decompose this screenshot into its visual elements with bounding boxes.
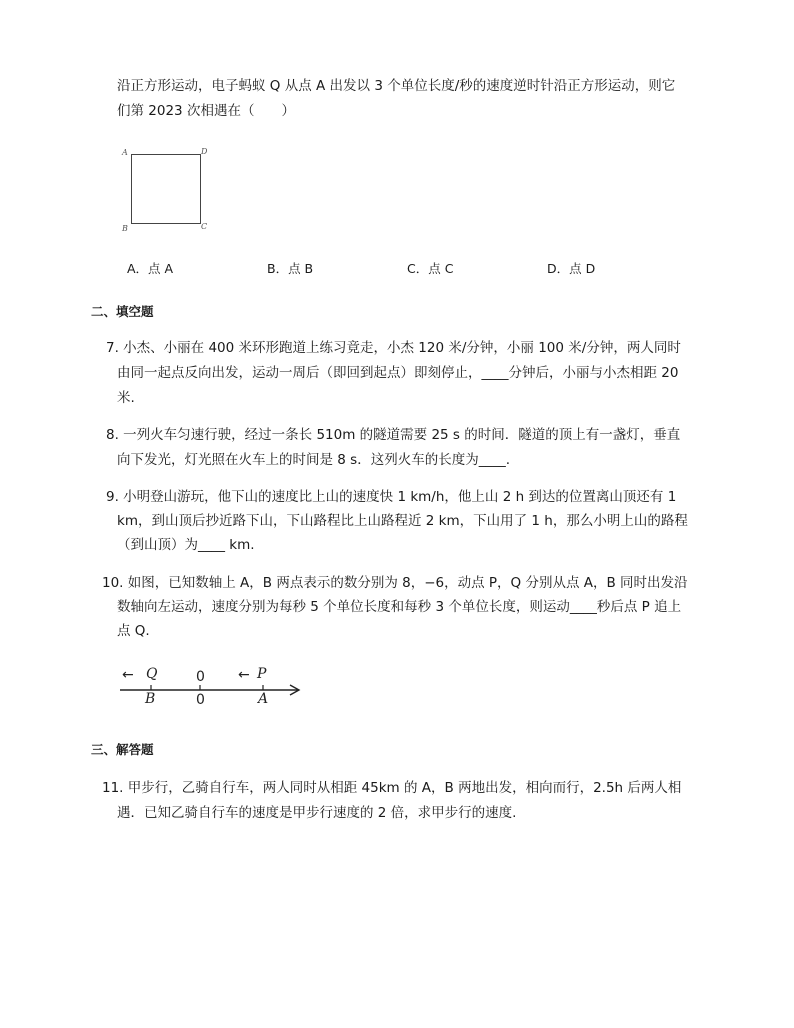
q10-line3: 点 Q. (117, 623, 150, 639)
q11-line1: 11. 甲步行，乙骑自行车，两人同时从相距 45km 的 A，B 两地出发，相向而行，2.5h 后两人相 (102, 780, 682, 796)
label-p: P (257, 666, 267, 682)
square-label-b: B (122, 224, 128, 233)
option-b: B．点 B (267, 261, 314, 276)
label-q: Q (146, 666, 158, 682)
label-zero-top: 0 (196, 669, 205, 685)
label-zero-bottom: 0 (196, 692, 205, 708)
option-c: C．点 C (407, 261, 454, 276)
q10-line1: 10. 如图，已知数轴上 A，B 两点表示的数分别为 8，−6，动点 P，Q 分别从点 A，B 同时出发沿 (102, 575, 688, 591)
arrow-left-p-icon: ← (238, 667, 250, 683)
q11-line2: 遇．已知乙骑自行车的速度是甲步行速度的 2 倍，求甲步行的速度. (117, 805, 517, 821)
q6-line2: 们第 2023 次相遇在（ ） (117, 103, 295, 119)
square (131, 154, 201, 224)
number-line-figure (118, 664, 308, 710)
q10-line2: 数轴向左运动，速度分别为每秒 5 个单位长度和每秒 3 个单位长度，则运动____秒后点 P 追上 (117, 599, 682, 615)
q9-line2: km，到山顶后抄近路下山，下山路程比上山路程近 2 km，下山用了 1 h，那么小明上山的路程 (117, 513, 688, 529)
option-a: A．点 A (127, 261, 174, 276)
arrow-left-q-icon: ← (122, 667, 134, 683)
q8-line2: 向下发光，灯光照在火车上的时间是 8 s．这列火车的长度为____. (117, 452, 510, 468)
square-label-c: C (201, 222, 208, 231)
option-d: D．点 D (547, 261, 596, 276)
square-figure (122, 144, 212, 234)
q6-line1: 沿正方形运动，电子蚂蚁 Q 从点 A 出发以 3 个单位长度/秒的速度逆时针沿正方形运动，则它 (117, 78, 676, 94)
q9-line3: （到山顶）为____ km. (117, 537, 255, 553)
square-label-d: D (201, 147, 208, 156)
q8-line1: 8. 一列火车匀速行驶，经过一条长 510m 的隧道需要 25 s 的时间．隧道的顶上有一盏灯，垂直 (106, 427, 681, 443)
q7-line3: 米. (117, 390, 135, 406)
label-b: B (145, 691, 156, 707)
q9-line1: 9. 小明登山游玩，他下山的速度比上山的速度快 1 km/h，他上山 2 h 到达的位置离山顶还有 1 (106, 489, 677, 505)
q7-line1: 7. 小杰、小丽在 400 米环形跑道上练习竟走，小杰 120 米/分钟，小丽 100 米/分钟，两人同时 (106, 340, 681, 356)
label-a: A (258, 691, 269, 707)
square-label-a: A (122, 148, 128, 157)
section-heading-fill-blank: 二、填空题 (91, 304, 154, 319)
section-heading-solve: 三、解答题 (91, 742, 154, 757)
q7-line2: 由同一起点反向出发，运动一周后（即回到起点）即刻停止，____分钟后，小丽与小杰相距 20 (117, 365, 679, 381)
